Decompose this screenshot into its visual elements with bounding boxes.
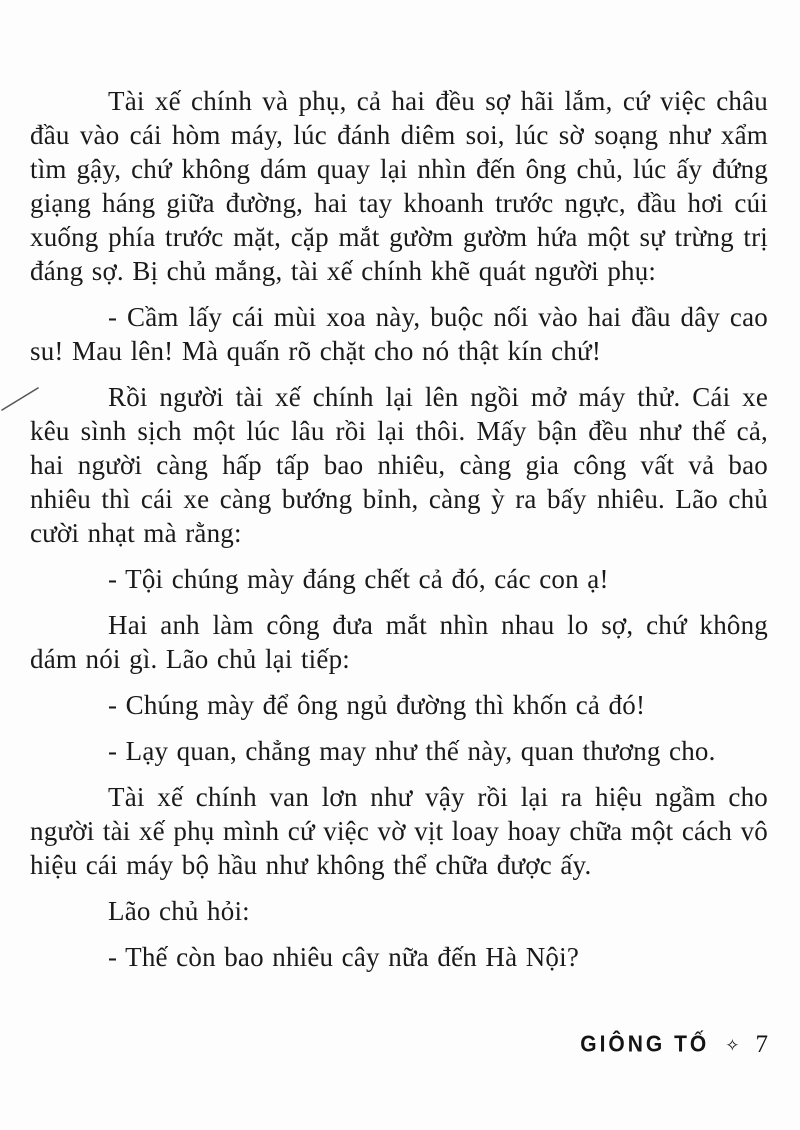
paragraph-1: Tài xế chính và phụ, cả hai đều sợ hãi lắm, cứ việc châu đầu vào cái hòm máy, lúc đánh diêm soi, lúc sờ soạng như xẩm tìm gậy, chứ không dám quay lại nhìn đến ông chủ, lúc ấy đứng giạng háng giữa đường, hai tay khoanh trước ngực, đầu hơi cúi xuống phía trước mặt, cặp mắt gườm gườm hứa một sự trừng trị đáng sợ. Bị chủ mắng, tài xế chính khẽ quát người phụ: bbox=[30, 86, 768, 286]
paragraph-4: - Tội chúng mày đáng chết cả đó, các con ạ! bbox=[108, 564, 609, 594]
paragraph-9: Lão chủ hỏi: bbox=[108, 896, 250, 926]
paragraph-8: Tài xế chính van lơn như vậy rồi lại ra hiệu ngầm cho người tài xế phụ mình cứ việc vờ vịt loay hoay chữa một cách vô hiệu cái máy bộ hầu như không thể chữa được ấy. bbox=[30, 782, 768, 880]
paragraph-2: - Cầm lấy cái mùi xoa này, buộc nối vào hai đầu dây cao su! Mau lên! Mà quấn rõ chặt cho nó thật kín chứ! bbox=[30, 302, 768, 366]
paragraph-5: Hai anh làm công đưa mắt nhìn nhau lo sợ, chứ không dám nói gì. Lão chủ lại tiếp: bbox=[30, 610, 768, 674]
paragraph-6: - Chúng mày để ông ngủ đường thì khốn cả đó! bbox=[108, 690, 646, 720]
page-text bbox=[30, 84, 768, 986]
diamond-icon: ✧ bbox=[725, 1035, 740, 1056]
page-footer bbox=[580, 1031, 768, 1059]
page-number: 7 bbox=[755, 1031, 768, 1058]
paragraph-10: - Thế còn bao nhiêu cây nữa đến Hà Nội? bbox=[108, 942, 580, 972]
book-title: GIÔNG TỐ bbox=[580, 1032, 710, 1057]
paragraph-3: Rồi người tài xế chính lại lên ngồi mở máy thử. Cái xe kêu sình sịch một lúc lâu rồi lại thôi. Mấy bận đều như thế cả, hai người càng hấp tấp bao nhiêu, càng gia công vất vả bao nhiêu thì cái xe càng bướng bỉnh, càng ỳ ra bấy nhiêu. Lão chủ cười nhạt mà rằng: bbox=[30, 382, 768, 548]
paragraph-7: - Lạy quan, chẳng may như thế này, quan thương cho. bbox=[108, 736, 716, 766]
